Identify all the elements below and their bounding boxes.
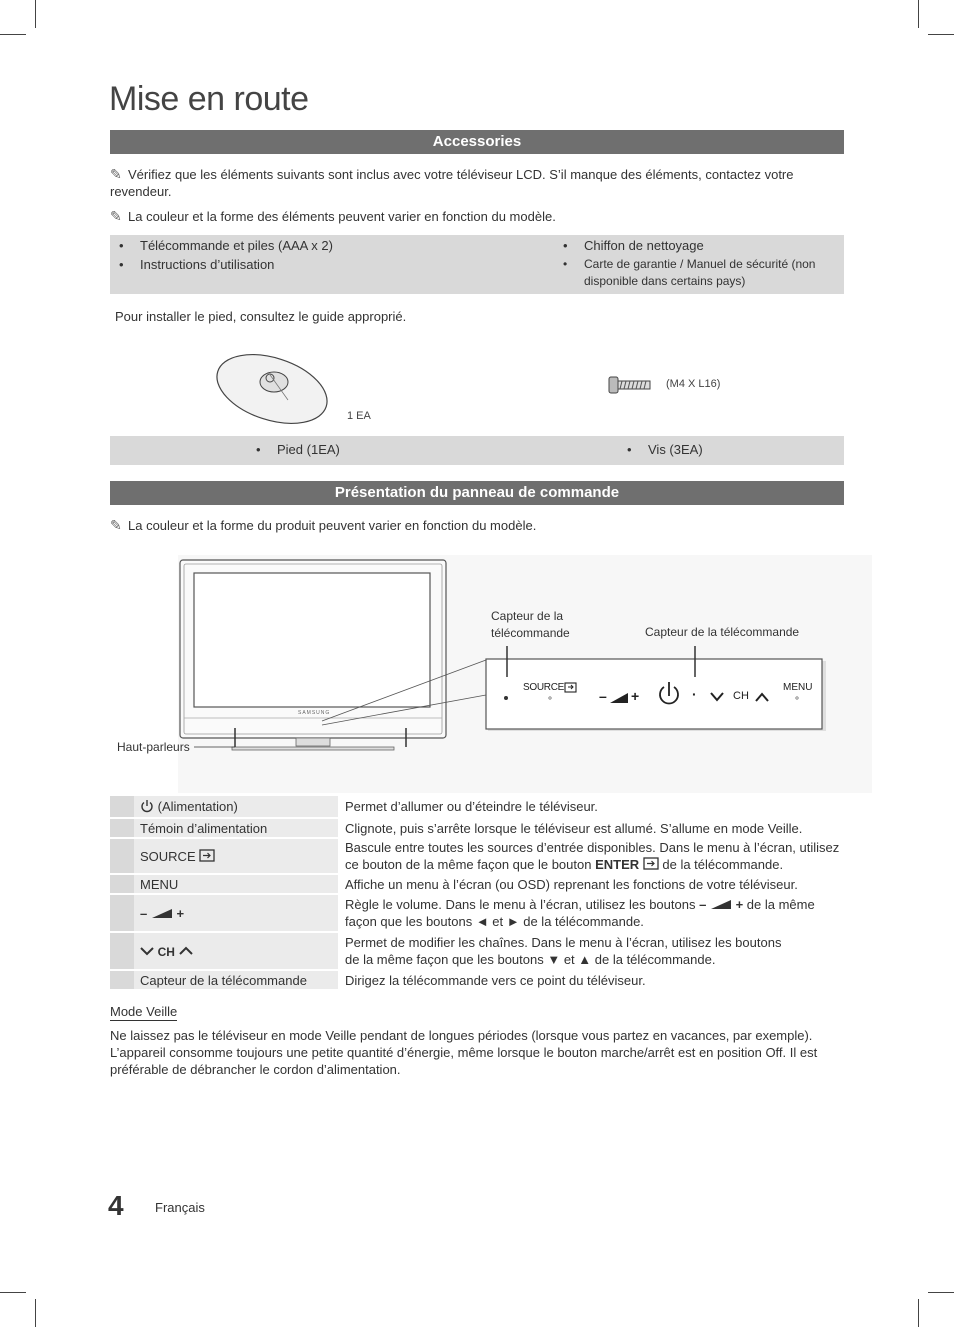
accessories-list-box <box>110 235 844 294</box>
volume-minus: – <box>699 897 707 912</box>
note-text: La couleur et la forme du produit peuvent varier en fonction du modèle. <box>128 518 537 533</box>
page-language: Français <box>155 1200 205 1215</box>
table-row <box>110 818 844 838</box>
callout-remote-sensor-left: Capteur de la télécommande <box>491 609 570 640</box>
panel-menu-label: MENU <box>783 682 813 693</box>
control-name-text: CH <box>157 944 175 959</box>
control-name <box>134 894 338 932</box>
screw-illustration <box>608 376 652 394</box>
control-name: MENU <box>134 874 338 894</box>
crop-mark <box>0 34 26 35</box>
crop-mark <box>918 0 919 28</box>
control-desc <box>338 838 844 874</box>
row-marker <box>110 932 134 970</box>
table-row <box>110 894 844 932</box>
control-desc: Clignote, puis s’arrête lorsque le téléviseur est allumé. S’allume en mode Veille. <box>338 818 844 838</box>
crop-mark <box>0 1292 26 1293</box>
control-table <box>110 796 844 991</box>
standby-title: Mode Veille <box>110 1004 178 1019</box>
tv-diagram <box>110 555 840 793</box>
panel-vol-minus: – <box>599 688 607 704</box>
stand-illustration <box>210 352 334 428</box>
row-marker <box>110 874 134 894</box>
control-desc: Dirigez la télécommande vers ce point du téléviseur. <box>338 970 844 990</box>
callout-remote-sensor-right: Capteur de la télécommande <box>645 625 800 639</box>
control-name <box>134 838 338 874</box>
desc-text: de la même façon que les boutons ◄ et ► de la télécommande. <box>345 897 815 929</box>
desc-text: de la télécommande. <box>658 857 784 872</box>
list-item: • Carte de garantie / Manuel de sécurité (non disponible dans certains pays) <box>554 256 844 290</box>
table-row <box>110 874 844 894</box>
panel-header: Présentation du panneau de commande <box>110 481 844 505</box>
pencil-note-icon: ✎ <box>110 166 122 182</box>
row-marker <box>110 894 134 932</box>
volume-icon <box>151 908 173 919</box>
volume-minus: – <box>140 905 148 921</box>
page-number: 4 <box>108 1190 124 1221</box>
volume-icon <box>710 899 732 910</box>
desc-bold: ENTER <box>595 857 640 872</box>
table-row <box>110 932 844 970</box>
table-row <box>110 796 844 818</box>
table-row <box>110 838 844 874</box>
list-item: • Télécommande et piles (AAA x 2) <box>110 237 333 254</box>
control-name-text: (Alimentation) <box>157 799 238 814</box>
row-marker <box>110 818 134 838</box>
desc-text: Bascule entre toutes les sources d’entrée disponibles. Dans le menu à l’écran, utilisez ce bouton de la même façon que le bouton <box>345 840 840 872</box>
enter-icon <box>643 857 659 870</box>
chevron-up-icon <box>179 946 193 956</box>
standby-text: Ne laissez pas le téléviseur en mode Veille pendant de longues périodes (lorsque vous partez en vacances, par exemple). L’appareil consomme toujours une petite quantité d’énergie, même lorsque le bouton marche/arrêt est en position Off. Il est préférable de débrancher le cordon d’alimentation. <box>110 1028 818 1077</box>
control-desc <box>338 894 844 932</box>
page-title: Mise en route <box>109 80 309 118</box>
pencil-note-icon: ✎ <box>110 208 122 224</box>
row-marker <box>110 796 134 818</box>
control-name-text: SOURCE <box>140 848 196 864</box>
control-name: Témoin d’alimentation <box>134 818 338 838</box>
crop-mark <box>35 1299 36 1327</box>
crop-mark <box>928 1292 954 1293</box>
pencil-note-icon: ✎ <box>110 517 122 533</box>
control-name <box>134 932 338 970</box>
crop-mark <box>35 0 36 28</box>
control-name: Capteur de la télécommande <box>134 970 338 990</box>
tv-brand-logo: SAMSUNG <box>298 710 331 716</box>
control-desc: Permet d’allumer ou d’éteindre le téléviseur. <box>338 796 844 818</box>
stand-quantity: 1 EA <box>347 410 371 422</box>
list-item: • Chiffon de nettoyage <box>554 237 704 254</box>
stand-list-box <box>110 436 844 465</box>
crop-mark <box>918 1299 919 1327</box>
volume-plus: + <box>176 905 185 921</box>
control-desc: Permet de modifier les chaînes. Dans le menu à l’écran, utilisez les boutons de la même façon que les boutons ▼ et ▲ de la télécommande. <box>338 932 844 970</box>
power-icon <box>140 799 154 813</box>
desc-text: Règle le volume. Dans le menu à l’écran, utilisez les boutons <box>345 897 700 912</box>
stand-install-note: Pour installer le pied, consultez le guide approprié. <box>115 309 407 324</box>
accessories-header: Accessories <box>110 130 844 154</box>
panel-ch-label: CH <box>733 690 749 702</box>
control-desc: Affiche un menu à l’écran (ou OSD) reprenant les fonctions de votre téléviseur. <box>338 874 844 894</box>
note-1 <box>110 166 840 200</box>
note-2 <box>110 208 840 225</box>
panel-power-led: · <box>692 686 697 702</box>
row-marker <box>110 838 134 874</box>
list-item: • Vis (3EA) <box>618 441 703 458</box>
panel-vol-plus: + <box>631 688 640 704</box>
volume-plus: + <box>735 897 744 912</box>
list-item: • Instructions d’utilisation <box>110 256 274 273</box>
list-item: • Pied (1EA) <box>247 441 340 458</box>
panel-note <box>110 517 840 534</box>
source-input-icon <box>199 849 215 862</box>
note-text: Vérifiez que les éléments suivants sont inclus avec votre téléviseur LCD. S’il manque des éléments, contactez votre revendeur. <box>110 167 794 199</box>
row-marker <box>110 970 134 990</box>
panel-source-label: SOURCE <box>523 682 564 693</box>
crop-mark <box>928 34 954 35</box>
note-text: La couleur et la forme des éléments peuvent varier en fonction du modèle. <box>128 209 556 224</box>
chevron-down-icon <box>140 946 154 956</box>
callout-speakers: Haut-parleurs <box>117 740 190 754</box>
table-row <box>110 970 844 990</box>
screw-spec: (M4 X L16) <box>666 378 721 390</box>
control-name <box>134 796 338 818</box>
